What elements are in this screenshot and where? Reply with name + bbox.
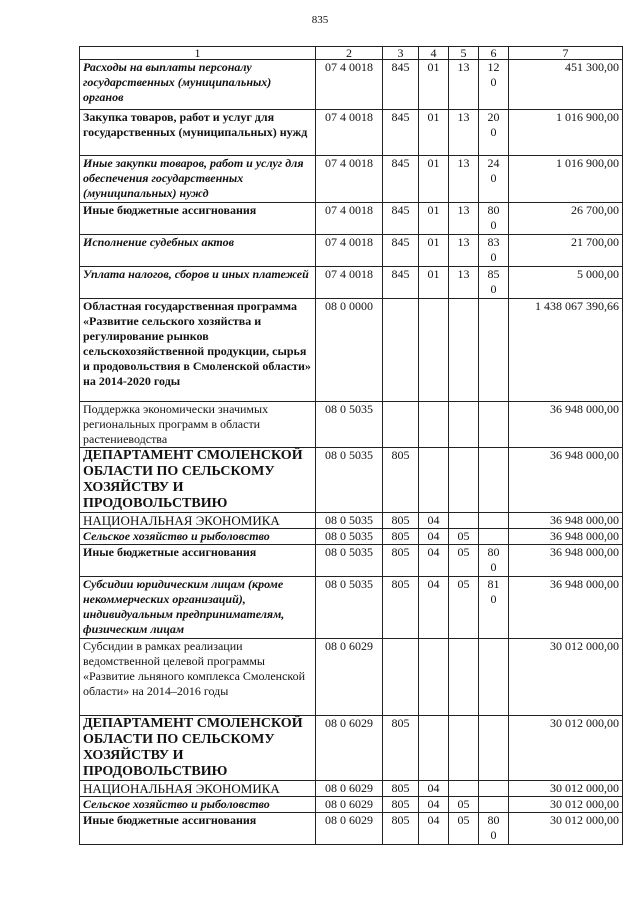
- table-row: [80, 797, 623, 813]
- row-sum-cell: 30 012 000,00: [509, 639, 623, 716]
- row-code-cell: 08 0 6029: [316, 813, 383, 845]
- row-type-cell: [479, 235, 509, 267]
- row-subsection-cell: 13: [449, 203, 479, 235]
- row-dept-cell: [383, 639, 419, 716]
- row-name-cell: НАЦИОНАЛЬНАЯ ЭКОНОМИКА: [80, 781, 316, 797]
- row-subsection-cell: 05: [449, 813, 479, 845]
- header-cell: 4: [419, 47, 449, 60]
- row-name-cell: Уплата налогов, сборов и иных платежей: [80, 267, 316, 299]
- row-type-cell: [479, 781, 509, 797]
- row-name-cell: Иные бюджетные ассигнования: [80, 203, 316, 235]
- table-row: [80, 529, 623, 545]
- row-type-cell: [479, 448, 509, 513]
- row-section-cell: 04: [419, 529, 449, 545]
- row-type-cell: [479, 577, 509, 639]
- row-type-cell: [479, 813, 509, 845]
- row-type-cell: [479, 716, 509, 781]
- row-name-cell: Расходы на выплаты персоналу государственных (муниципальных) органов: [80, 60, 316, 110]
- row-dept-cell: 845: [383, 60, 419, 110]
- row-dept-cell: 805: [383, 797, 419, 813]
- row-type-cell: [479, 203, 509, 235]
- type-code-part: 0: [490, 282, 497, 296]
- row-type-cell: [479, 299, 509, 402]
- row-dept-cell: [383, 402, 419, 448]
- row-type-cell: [479, 110, 509, 156]
- type-code-part: 80: [487, 813, 500, 827]
- table-row: [80, 813, 623, 845]
- type-code-part: 80: [487, 545, 500, 559]
- table-row: [80, 235, 623, 267]
- row-name-cell: Иные бюджетные ассигнования: [80, 545, 316, 577]
- type-code-part: 0: [490, 75, 497, 89]
- row-sum-cell: 36 948 000,00: [509, 577, 623, 639]
- table-row: [80, 448, 623, 513]
- row-name-cell: НАЦИОНАЛЬНАЯ ЭКОНОМИКА: [80, 513, 316, 529]
- row-section-cell: 04: [419, 797, 449, 813]
- type-code-part: 0: [490, 560, 497, 574]
- type-code-part: 20: [487, 110, 500, 124]
- row-subsection-cell: 13: [449, 60, 479, 110]
- type-code-part: 81: [487, 577, 500, 591]
- row-dept-cell: 805: [383, 448, 419, 513]
- row-dept-cell: 845: [383, 235, 419, 267]
- row-name-cell: Закупка товаров, работ и услуг для государственных (муниципальных) нужд: [80, 110, 316, 156]
- row-name-cell: Субсидии в рамках реализации ведомственной целевой программы «Развитие льняного комплекса Смоленской области» на 2014–2016 годы: [80, 639, 316, 716]
- type-code-part: 24: [487, 156, 500, 170]
- row-section-cell: 01: [419, 203, 449, 235]
- type-code-part: 85: [487, 267, 500, 281]
- row-name-cell: Областная государственная программа «Развитие сельского хозяйства и регулирование рынков сельскохозяйственной продукции, сырья и продовольствия в Смоленской области» на 2014-2020 годы: [80, 299, 316, 402]
- table-row: [80, 402, 623, 448]
- row-section-cell: 04: [419, 781, 449, 797]
- table-row: [80, 156, 623, 203]
- row-dept-cell: 805: [383, 545, 419, 577]
- row-code-cell: 07 4 0018: [316, 203, 383, 235]
- row-dept-cell: 805: [383, 529, 419, 545]
- row-sum-cell: 30 012 000,00: [509, 716, 623, 781]
- type-code-part: 0: [490, 592, 497, 606]
- table-row: [80, 267, 623, 299]
- row-name-cell: Сельское хозяйство и рыболовство: [80, 797, 316, 813]
- row-type-cell: [479, 402, 509, 448]
- row-section-cell: [419, 402, 449, 448]
- row-section-cell: 04: [419, 577, 449, 639]
- table-row: [80, 513, 623, 529]
- row-code-cell: 08 0 5035: [316, 513, 383, 529]
- row-code-cell: 08 0 6029: [316, 639, 383, 716]
- row-subsection-cell: [449, 513, 479, 529]
- row-sum-cell: 36 948 000,00: [509, 529, 623, 545]
- row-sum-cell: 5 000,00: [509, 267, 623, 299]
- row-section-cell: 04: [419, 813, 449, 845]
- table-row: [80, 545, 623, 577]
- table-row: [80, 781, 623, 797]
- type-code-part: 0: [490, 218, 497, 232]
- row-type-cell: [479, 545, 509, 577]
- row-sum-cell: 36 948 000,00: [509, 402, 623, 448]
- table-row: [80, 110, 623, 156]
- row-section-cell: 01: [419, 156, 449, 203]
- type-code-part: 80: [487, 203, 500, 217]
- row-dept-cell: 845: [383, 203, 419, 235]
- row-sum-cell: 451 300,00: [509, 60, 623, 110]
- type-code-part: 0: [490, 125, 497, 139]
- header-cell: 2: [316, 47, 383, 60]
- row-section-cell: 01: [419, 60, 449, 110]
- row-sum-cell: 30 012 000,00: [509, 797, 623, 813]
- row-subsection-cell: 05: [449, 529, 479, 545]
- row-section-cell: 04: [419, 513, 449, 529]
- row-dept-cell: 845: [383, 110, 419, 156]
- row-code-cell: 08 0 6029: [316, 797, 383, 813]
- row-name-cell: ДЕПАРТАМЕНТ СМОЛЕНСКОЙ ОБЛАСТИ ПО СЕЛЬСКОМУ ХОЗЯЙСТВУ И ПРОДОВОЛЬСТВИЮ: [80, 448, 316, 513]
- row-type-cell: [479, 513, 509, 529]
- row-sum-cell: 36 948 000,00: [509, 513, 623, 529]
- row-code-cell: 08 0 5035: [316, 577, 383, 639]
- row-code-cell: 07 4 0018: [316, 235, 383, 267]
- row-dept-cell: [383, 299, 419, 402]
- row-section-cell: 01: [419, 267, 449, 299]
- table-row: [80, 639, 623, 716]
- type-code-part: 83: [487, 235, 500, 249]
- page-number: 835: [311, 14, 329, 26]
- row-section-cell: [419, 716, 449, 781]
- header-cell: 7: [509, 47, 623, 60]
- row-type-cell: [479, 797, 509, 813]
- row-name-cell: Иные закупки товаров, работ и услуг для обеспечения государственных (муниципальных) нужд: [80, 156, 316, 203]
- row-section-cell: 01: [419, 235, 449, 267]
- row-subsection-cell: [449, 402, 479, 448]
- row-name-cell: ДЕПАРТАМЕНТ СМОЛЕНСКОЙ ОБЛАСТИ ПО СЕЛЬСКОМУ ХОЗЯЙСТВУ И ПРОДОВОЛЬСТВИЮ: [80, 716, 316, 781]
- row-name-cell: Субсидии юридическим лицам (кроме некоммерческих организаций), индивидуальным предпринимателям, физическим лицам: [80, 577, 316, 639]
- row-code-cell: 08 0 6029: [316, 781, 383, 797]
- row-sum-cell: 36 948 000,00: [509, 545, 623, 577]
- table-row: [80, 577, 623, 639]
- row-type-cell: [479, 60, 509, 110]
- row-sum-cell: 30 012 000,00: [509, 781, 623, 797]
- row-dept-cell: 805: [383, 781, 419, 797]
- row-code-cell: 08 0 5035: [316, 545, 383, 577]
- row-type-cell: [479, 529, 509, 545]
- row-dept-cell: 845: [383, 267, 419, 299]
- row-subsection-cell: [449, 639, 479, 716]
- row-name-cell: Исполнение судебных актов: [80, 235, 316, 267]
- type-code-part: 12: [487, 60, 500, 74]
- row-sum-cell: 36 948 000,00: [509, 448, 623, 513]
- row-name-cell: Сельское хозяйство и рыболовство: [80, 529, 316, 545]
- header-cell: 3: [383, 47, 419, 60]
- row-dept-cell: 845: [383, 156, 419, 203]
- table-row: [80, 60, 623, 110]
- row-subsection-cell: [449, 781, 479, 797]
- row-code-cell: 08 0 5035: [316, 402, 383, 448]
- row-subsection-cell: 05: [449, 797, 479, 813]
- row-code-cell: 07 4 0018: [316, 267, 383, 299]
- row-code-cell: 07 4 0018: [316, 60, 383, 110]
- row-subsection-cell: [449, 299, 479, 402]
- row-code-cell: 07 4 0018: [316, 110, 383, 156]
- type-code-part: 0: [490, 171, 497, 185]
- header-row: [80, 47, 623, 60]
- row-dept-cell: 805: [383, 716, 419, 781]
- header-cell: 5: [449, 47, 479, 60]
- row-section-cell: [419, 448, 449, 513]
- row-name-cell: Иные бюджетные ассигнования: [80, 813, 316, 845]
- table-row: [80, 299, 623, 402]
- row-code-cell: 08 0 5035: [316, 529, 383, 545]
- row-type-cell: [479, 639, 509, 716]
- row-dept-cell: 805: [383, 577, 419, 639]
- table-row: [80, 716, 623, 781]
- row-code-cell: 07 4 0018: [316, 156, 383, 203]
- header-cell: 1: [80, 47, 316, 60]
- type-code-part: 0: [490, 828, 497, 842]
- row-sum-cell: 26 700,00: [509, 203, 623, 235]
- row-subsection-cell: 13: [449, 110, 479, 156]
- row-sum-cell: 1 016 900,00: [509, 110, 623, 156]
- row-subsection-cell: 05: [449, 577, 479, 639]
- row-subsection-cell: 13: [449, 235, 479, 267]
- row-sum-cell: 21 700,00: [509, 235, 623, 267]
- table-row: [80, 203, 623, 235]
- row-subsection-cell: [449, 716, 479, 781]
- row-subsection-cell: [449, 448, 479, 513]
- row-type-cell: [479, 156, 509, 203]
- row-sum-cell: 1 016 900,00: [509, 156, 623, 203]
- row-code-cell: 08 0 0000: [316, 299, 383, 402]
- row-sum-cell: 1 438 067 390,66: [509, 299, 623, 402]
- row-code-cell: 08 0 6029: [316, 716, 383, 781]
- row-sum-cell: 30 012 000,00: [509, 813, 623, 845]
- row-section-cell: [419, 299, 449, 402]
- row-type-cell: [479, 267, 509, 299]
- type-code-part: 0: [490, 250, 497, 264]
- row-dept-cell: 805: [383, 813, 419, 845]
- row-section-cell: 04: [419, 545, 449, 577]
- row-code-cell: 08 0 5035: [316, 448, 383, 513]
- row-name-cell: Поддержка экономически значимых региональных программ в области растениеводства: [80, 402, 316, 448]
- row-dept-cell: 805: [383, 513, 419, 529]
- budget-table: [79, 46, 623, 845]
- row-section-cell: [419, 639, 449, 716]
- row-section-cell: 01: [419, 110, 449, 156]
- row-subsection-cell: 13: [449, 267, 479, 299]
- row-subsection-cell: 13: [449, 156, 479, 203]
- row-subsection-cell: 05: [449, 545, 479, 577]
- header-cell: 6: [479, 47, 509, 60]
